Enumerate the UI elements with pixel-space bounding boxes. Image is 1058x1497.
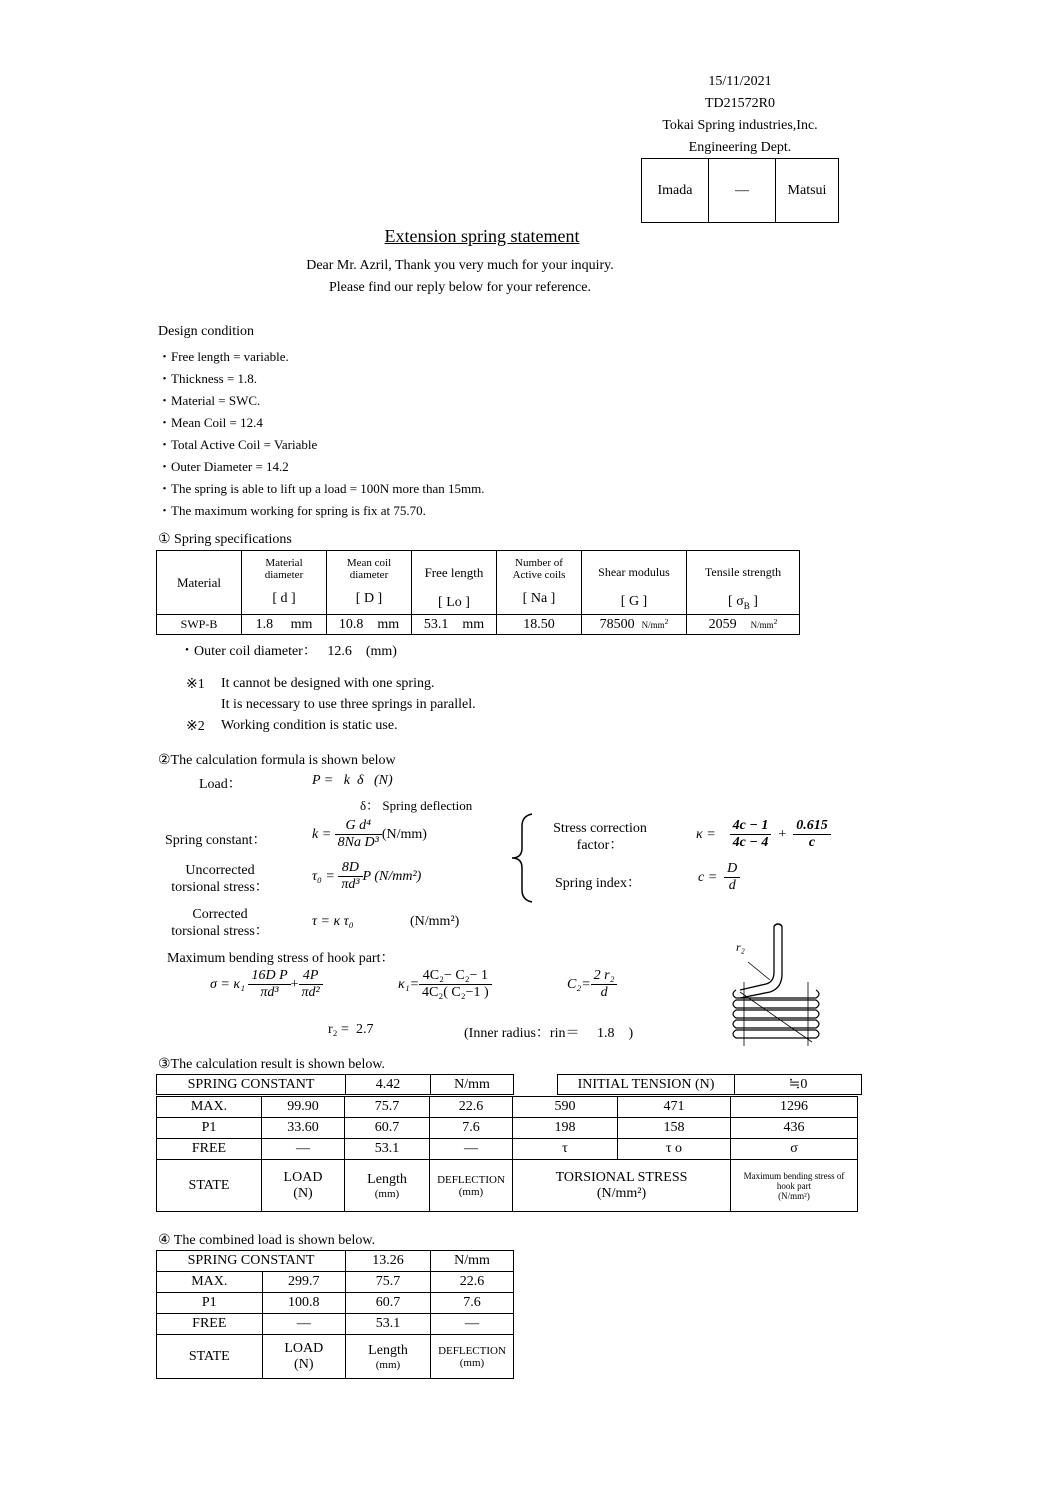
sigma-formula: σ = κ₁ $\frac{\text{16D P}}{\text{πd³}}$ + $\frac{4P}{\text{πd²}}$ bbox=[210, 968, 323, 1001]
doc-number: TD21572R0 bbox=[705, 96, 775, 111]
design-item: ・Total Active Coil = Variable bbox=[158, 437, 318, 452]
result-k-value: 4.42 bbox=[346, 1075, 431, 1095]
company-name: Tokai Spring industries,Inc. bbox=[662, 118, 818, 133]
bending-header: Maximum bending stress of hook part (N/mm²) bbox=[731, 1160, 858, 1212]
spec-h-free: Free length [ Lo ] bbox=[412, 551, 497, 615]
load-equation: P = k δ (N) bbox=[312, 773, 393, 788]
stamp-2: — bbox=[709, 159, 776, 223]
delta-note: δ： Spring deflection bbox=[360, 798, 473, 813]
greeting-line-1: Dear Mr. Azril, Thank you very much for your inquiry. bbox=[306, 258, 614, 273]
k-formula: k = $\frac{\text{G d⁴}}{\text{8Na D³}}$ (N/mm) bbox=[312, 818, 427, 850]
table-row: P1 33.60 60.7 7.6 198 158 436 bbox=[157, 1118, 858, 1139]
initial-tension-table bbox=[557, 1074, 862, 1095]
approval-stamps bbox=[641, 158, 839, 223]
initial-tension-value: ≒0 bbox=[735, 1075, 862, 1095]
initial-tension-label: INITIAL TENSION (N) bbox=[558, 1075, 735, 1095]
stamp-3: Matsui bbox=[776, 159, 839, 223]
k-label: Spring constant： bbox=[165, 833, 267, 848]
inner-radius: (Inner radius：rin＝ 1.8 ) bbox=[464, 1026, 634, 1041]
spec-v-sb: 2059 $N/mm^2$ bbox=[687, 615, 800, 635]
note-1b: It is necessary to use three springs in parallel. bbox=[221, 697, 476, 712]
design-item: ・The spring is able to lift up a load = 100N more than 15mm. bbox=[158, 481, 485, 496]
note-1a: It cannot be designed with one spring. bbox=[221, 676, 435, 691]
outer-diameter: ・Outer coil diameter： 12.6 (mm) bbox=[180, 644, 397, 659]
table-row: MAX. 99.90 75.7 22.6 590 471 1296 bbox=[157, 1097, 858, 1118]
hook-heading: Maximum bending stress of hook part： bbox=[167, 951, 395, 966]
brace-icon bbox=[506, 812, 536, 904]
spec-h-tensile: Tensile strength [ $\sigma_B$ ] bbox=[687, 551, 800, 615]
c-formula: c = $\frac{D}{d}$ bbox=[698, 861, 740, 894]
stamp-1: Imada bbox=[642, 159, 709, 223]
design-item: ・Material = SWC. bbox=[158, 393, 261, 408]
tau0-label: Uncorrected torsional stress： bbox=[171, 863, 269, 895]
spec-v-Na: 18.50 bbox=[497, 615, 582, 635]
note-1-mark: ※1 bbox=[186, 677, 205, 692]
spec-v-d: 1.8 mm bbox=[242, 615, 327, 635]
table-row: FREE — 53.1 — τ τ o σ bbox=[157, 1139, 858, 1160]
design-item: ・Mean Coil = 12.4 bbox=[158, 415, 263, 430]
greeting-line-2: Please find our reply below for your reference. bbox=[328, 280, 591, 295]
doc-date: 15/11/2021 bbox=[708, 74, 772, 89]
c-label: Spring index： bbox=[555, 876, 641, 891]
tau0-formula: τ₀ = $\frac{8D}{\text{πd³}}$ P (N/mm²) bbox=[312, 860, 422, 892]
spec-table bbox=[156, 550, 800, 635]
page-title: Extension spring statement bbox=[384, 226, 580, 246]
design-item: ・The maximum working for spring is fix at 75.70. bbox=[158, 503, 426, 518]
tau-label: Corrected torsional stress： bbox=[171, 907, 269, 939]
tau-unit: (N/mm²) bbox=[410, 914, 460, 929]
table-header-row: STATE LOAD (N) Length (mm) DEFLECTION (mm) TORSIONAL STRESS (N/mm²) Maximum bending stress of hook part (N/mm²) bbox=[157, 1160, 858, 1212]
spec-h-active: Number of Active coils [ Na ] bbox=[497, 551, 582, 615]
note-2-mark: ※2 bbox=[186, 719, 205, 734]
spec-h-material: Material bbox=[157, 551, 242, 615]
c2-formula: C₂= $\frac{\text{2 r₂}}{d}$ bbox=[567, 968, 617, 1001]
result-heading: ③The calculation result is shown below. bbox=[158, 1057, 386, 1072]
result-k-label: SPRING CONSTANT bbox=[157, 1075, 346, 1095]
spec-h-mean: Mean coil diameter [ D ] bbox=[327, 551, 412, 615]
result-k-unit: N/mm bbox=[431, 1075, 514, 1095]
formula-heading: ②The calculation formula is shown below bbox=[158, 753, 396, 768]
design-item: ・Thickness = 1.8. bbox=[158, 371, 258, 386]
result-constant-table bbox=[156, 1074, 514, 1095]
kappa-label: Stress correction factor： bbox=[553, 821, 647, 853]
department: Engineering Dept. bbox=[688, 140, 792, 155]
torsional-header: TORSIONAL STRESS (N/mm²) bbox=[513, 1160, 731, 1212]
tau-equation: τ = κ τ₀ bbox=[312, 914, 354, 929]
load-header: LOAD (N) bbox=[262, 1335, 345, 1379]
design-heading: Design condition bbox=[158, 324, 255, 339]
design-item: ・Free length = variable. bbox=[158, 349, 289, 364]
note-2: Working condition is static use. bbox=[221, 718, 398, 733]
spec-h-shear: Shear modulus [ G ] bbox=[582, 551, 687, 615]
deflection-header: DEFLECTION (mm) bbox=[430, 1160, 513, 1212]
table-header-row: STATE LOAD (N) Length (mm) DEFLECTION (mm) bbox=[157, 1335, 514, 1379]
table-row: MAX. 299.7 75.7 22.6 bbox=[157, 1272, 514, 1293]
result-table bbox=[156, 1096, 858, 1212]
spec-v-D: 10.8 mm bbox=[327, 615, 412, 635]
combined-heading: ④ The combined load is shown below. bbox=[158, 1233, 376, 1248]
r2-line: r₂ = 2.7 bbox=[328, 1022, 374, 1037]
length-header: Length (mm) bbox=[346, 1335, 431, 1379]
spec-heading: ① Spring specifications bbox=[158, 532, 292, 547]
design-item: ・Outer Diameter = 14.2 bbox=[158, 459, 289, 474]
load-label: Load： bbox=[199, 777, 242, 792]
r2-figure-label: r₂ bbox=[736, 940, 745, 954]
spec-v-material: SWP-B bbox=[157, 615, 242, 635]
design-list bbox=[158, 346, 485, 522]
table-row: FREE — 53.1 — bbox=[157, 1314, 514, 1335]
spec-h-diameter: Material diameter [ d ] bbox=[242, 551, 327, 615]
kappa1-formula: κ₁= $\frac{\text{4C₂− C₂− 1}}{\text{4C₂( C₂−1 )}}$ bbox=[398, 968, 492, 1001]
combined-table: SPRING CONSTANT 13.26 N/mm MAX. 299.7 75.7 22.6 P1 100.8 60.7 7.6 FREE — 53.1 — STATE LOAD (N) Length (mm) DEFLECTION (mm) bbox=[156, 1250, 514, 1379]
table-row: P1 100.8 60.7 7.6 bbox=[157, 1293, 514, 1314]
deflection-header: DEFLECTION (mm) bbox=[431, 1335, 514, 1379]
spec-v-Lo: 53.1 mm bbox=[412, 615, 497, 635]
load-header: LOAD (N) bbox=[262, 1160, 345, 1212]
spec-v-G: 78500 $N/mm^2$ bbox=[582, 615, 687, 635]
kappa-formula: κ = $\frac{4c - 1}{4c - 4}$ + $\frac{0.615}{c}$ bbox=[696, 818, 831, 851]
length-header: Length (mm) bbox=[345, 1160, 430, 1212]
